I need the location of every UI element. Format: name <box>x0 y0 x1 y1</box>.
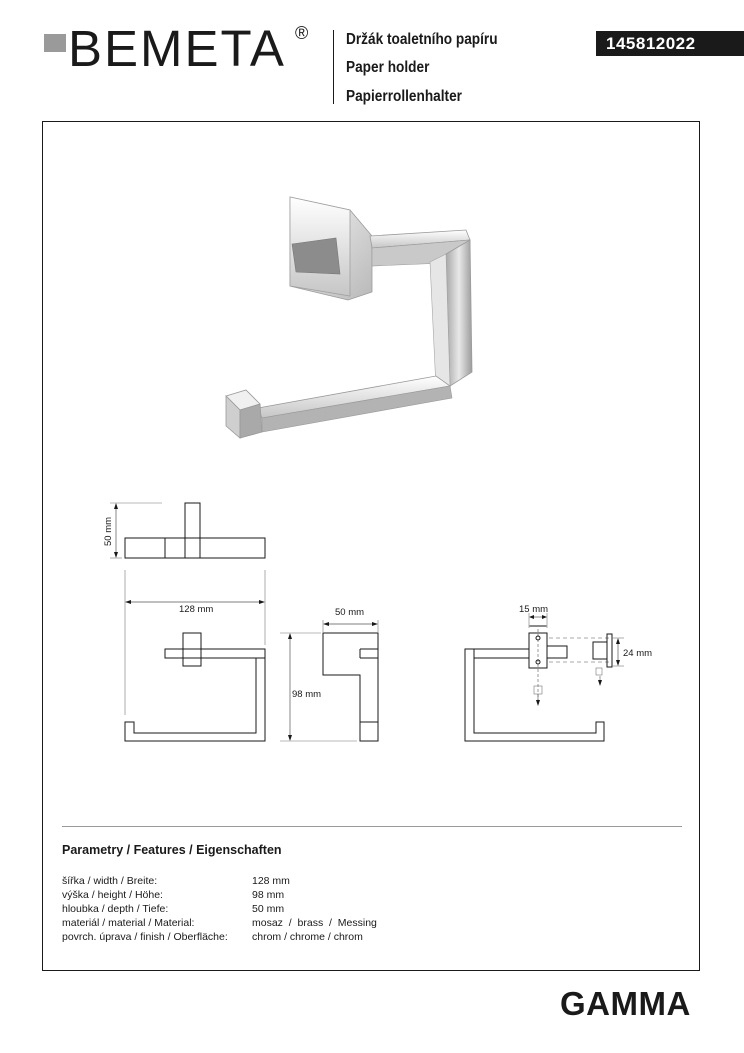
registered-mark: ® <box>295 23 309 43</box>
param-label: výška / height / Höhe: <box>62 889 163 901</box>
brand-logo: BEMETA <box>68 20 286 77</box>
dim-front-height: 98 mm <box>292 689 322 700</box>
param-value: 50 mm <box>252 903 285 915</box>
parameters-title: Parametry / Features / Eigenschaften <box>62 843 282 857</box>
param-value: chrom / chrome / chrom <box>252 931 363 943</box>
product-name-de: Papierrollenhalter <box>346 88 462 105</box>
dim-side-depth: 50 mm <box>335 607 365 618</box>
dim-mount-depth: 15 mm <box>519 604 549 615</box>
side-view-drawing <box>280 620 378 741</box>
param-value: mosaz / brass / Messing <box>252 917 377 929</box>
product-image <box>226 197 472 438</box>
dim-side-height: 50 mm <box>103 516 114 546</box>
parameters-divider <box>62 826 682 827</box>
dim-mount-height: 24 mm <box>623 648 653 659</box>
dim-front-width: 128 mm <box>179 604 214 615</box>
product-name-en: Paper holder <box>346 59 430 76</box>
mounting-view-drawing <box>465 613 624 741</box>
series-name: GAMMA <box>560 985 691 1022</box>
param-value: 128 mm <box>252 875 290 887</box>
param-label: povrch. úprava / finish / Oberfläche: <box>62 931 228 943</box>
param-label: materiál / material / Material: <box>62 917 195 929</box>
front-view-drawing <box>125 570 265 741</box>
product-name-cz: Držák toaletního papíru <box>346 31 498 48</box>
param-label: hloubka / depth / Tiefe: <box>62 903 169 915</box>
param-label: šířka / width / Breite: <box>62 875 158 887</box>
product-code-badge: 145812022 <box>596 31 744 56</box>
top-view-drawing <box>110 503 265 558</box>
param-value: 98 mm <box>252 889 285 901</box>
